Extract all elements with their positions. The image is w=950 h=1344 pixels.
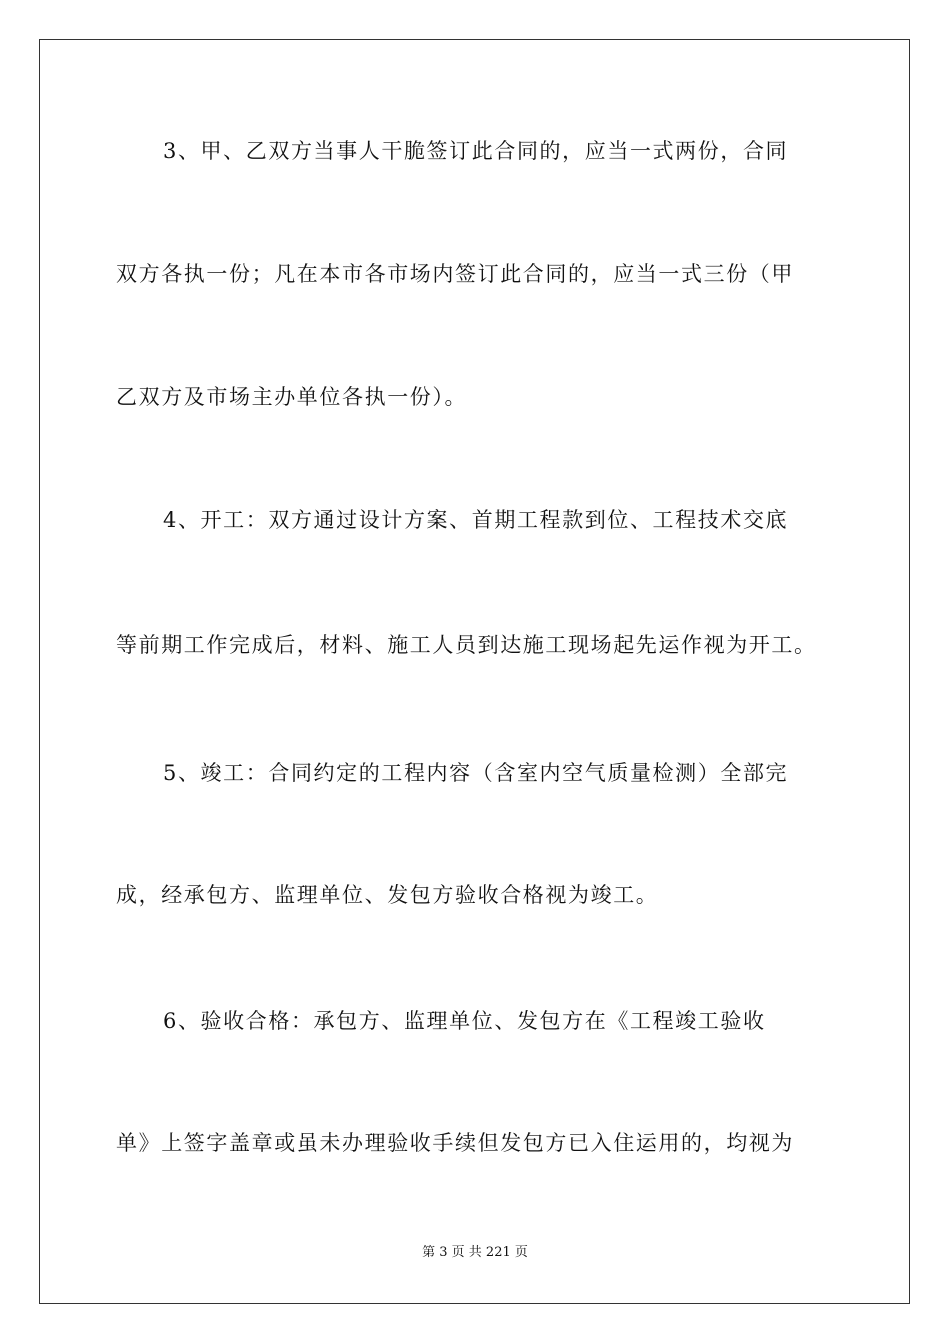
page-number-footer: 第 3 页 共 221 页 bbox=[422, 1245, 528, 1260]
paragraph-line-2: 双方各执一份；凡在本市各市场内签订此合同的，应当一式三份（甲 bbox=[116, 262, 794, 286]
paragraph-line-4: 4、开工：双方通过设计方案、首期工程款到位、工程技术交底 bbox=[163, 508, 789, 532]
paragraph-line-3: 乙双方及市场主办单位各执一份）。 bbox=[116, 385, 468, 409]
paragraph-line-5: 等前期工作完成后，材料、施工人员到达施工现场起先运作视为开工。 bbox=[116, 633, 817, 657]
paragraph-line-6: 5、竣工：合同约定的工程内容（含室内空气质量检测）全部完 bbox=[163, 761, 789, 785]
page-border bbox=[39, 39, 910, 1304]
paragraph-line-8: 6、验收合格：承包方、监理单位、发包方在《工程竣工验收 bbox=[163, 1009, 766, 1033]
paragraph-line-1: 3、甲、乙双方当事人干脆签订此合同的，应当一式两份，合同 bbox=[163, 139, 789, 163]
paragraph-line-7: 成，经承包方、监理单位、发包方验收合格视为竣工。 bbox=[116, 883, 659, 907]
paragraph-line-9: 单》上签字盖章或虽未办理验收手续但发包方已入住运用的，均视为 bbox=[116, 1131, 794, 1155]
